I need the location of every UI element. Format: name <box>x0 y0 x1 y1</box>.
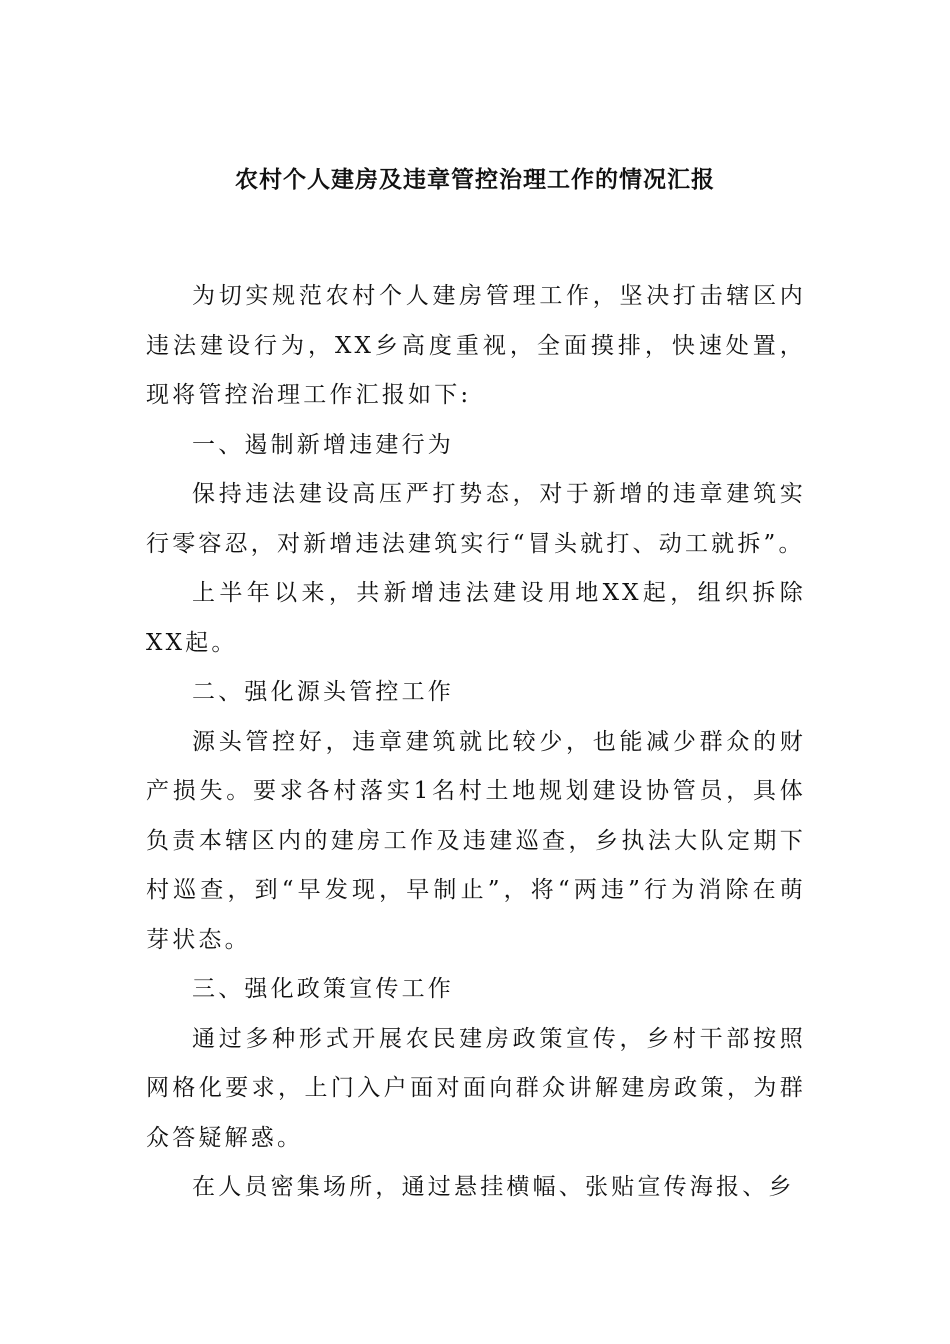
section-heading-3: 三、强化政策宣传工作 <box>192 976 454 1002</box>
section-heading-1: 一、遏制新增违建行为 <box>192 431 454 458</box>
paragraph-intro: 为切实规范农村个人建房管理工作，坚决打击辖区内违法建设行为，XX乡高度重视，全面摸排，快速处置，现将管控治理工作汇报如下: <box>146 283 806 408</box>
paragraph: 通过多种形式开展农民建房政策宣传，乡村干部按照网格化要求，上门入户面对面向群众讲解建房政策，为群众答疑解惑。 <box>146 1025 806 1151</box>
paragraph: 源头管控好，违章建筑就比较少，也能减少群众的财产损失。要求各村落实1名村土地规划建设协管员，具体负责本辖区内的建房工作及违建巡查，乡执法大队定期下村巡查，到“早发现，早制止”，将“两违”行为消除在萌芽状态。 <box>146 728 806 953</box>
document-title: 农村个人建房及违章管控治理工作的情况汇报 <box>235 166 715 193</box>
paragraph: 在人员密集场所，通过悬挂横幅、张贴宣传海报、乡 <box>192 1174 795 1200</box>
document-body <box>146 272 806 1213</box>
paragraph: 保持违法建设高压严打势态，对于新增的违章建筑实行零容忍，对新增违法建筑实行“冒头就打、动工就拆”。 <box>146 481 806 557</box>
paragraph: 上半年以来，共新增违法建设用地XX起，组织拆除XX起。 <box>146 580 806 656</box>
section-heading-2: 二、强化源头管控工作 <box>192 679 454 705</box>
